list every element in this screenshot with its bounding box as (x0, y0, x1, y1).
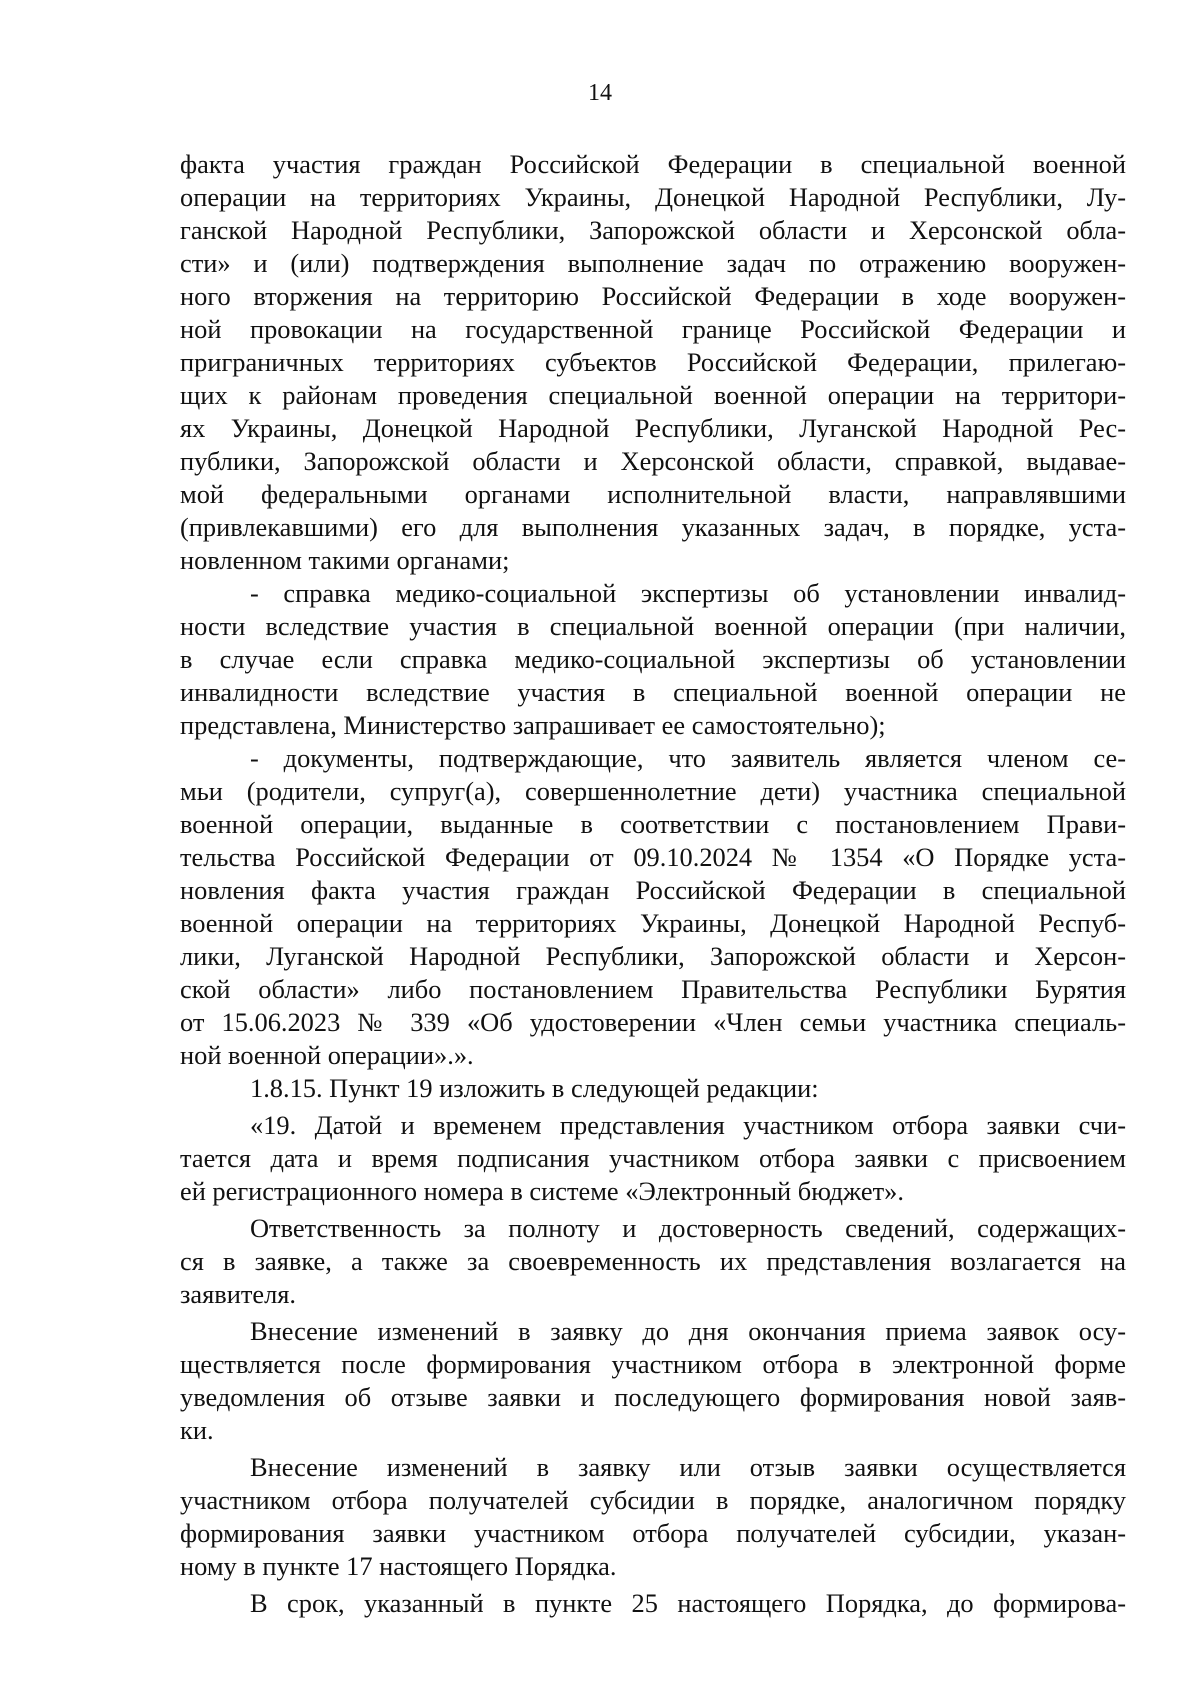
text-line: уведомления об отзыве заявки и последующего формирования новой заяв- (180, 1382, 1126, 1412)
text-line: ской области» либо постановлением Правительства Республики Бурятия (180, 974, 1126, 1004)
text-line: ного вторжения на территорию Российской Федерации в ходе вооружен- (180, 281, 1126, 311)
text-line: ки. (180, 1415, 214, 1445)
text-line: заявителя. (180, 1279, 297, 1309)
text-line: ганской Народной Республики, Запорожской области и Херсонской обла- (180, 215, 1126, 245)
text-line: ществляется после формирования участником отбора в электронной форме (180, 1349, 1126, 1379)
text-line: мой федеральными органами исполнительной власти, направлявшими (180, 479, 1126, 509)
text-line: инвалидности вследствие участия в специальной военной операции не (180, 677, 1126, 707)
text-line: участником отбора получателей субсидии в порядке, аналогичном порядку (180, 1485, 1126, 1515)
page-number: 14 (588, 80, 612, 106)
document-body (180, 148, 1126, 1620)
text-line: ному в пункте 17 настоящего Порядка. (180, 1551, 617, 1581)
text-line: щих к районам проведения специальной военной операции на территори- (180, 380, 1126, 410)
text-line: ся в заявке, а также за своевременность их представления возлагается на (180, 1246, 1126, 1276)
text-line: лики, Луганской Народной Республики, Запорожской области и Херсон- (180, 941, 1126, 971)
text-line: ей регистрационного номера в системе «Электронный бюджет». (180, 1176, 904, 1206)
text-line: сти» и (или) подтверждения выполнение задач по отражению вооружен- (180, 248, 1126, 278)
text-line: Внесение изменений в заявку до дня окончания приема заявок осу- (250, 1316, 1126, 1346)
text-line: 1.8.15. Пункт 19 изложить в следующей редакции: (250, 1073, 819, 1103)
text-line: тельства Российской Федерации от 09.10.2024 № 1354 «О Порядке уста- (180, 842, 1126, 872)
text-line: тается дата и время подписания участником отбора заявки с присвоением (180, 1143, 1126, 1173)
text-line: - документы, подтверждающие, что заявитель является членом се- (250, 743, 1126, 773)
text-line: Внесение изменений в заявку или отзыв заявки осуществляется (250, 1452, 1126, 1482)
text-line: новления факта участия граждан Российской Федерации в специальной (180, 875, 1126, 905)
text-line: в случае если справка медико-социальной экспертизы об установлении (180, 644, 1126, 674)
text-line: Ответственность за полноту и достоверность сведений, содержащих- (250, 1213, 1126, 1243)
text-line: «19. Датой и временем представления участником отбора заявки счи- (250, 1110, 1126, 1140)
text-line: представлена, Министерство запрашивает ее самостоятельно); (180, 710, 886, 740)
text-line: публики, Запорожской области и Херсонской области, справкой, выдавае- (180, 446, 1126, 476)
text-line: от 15.06.2023 № 339 «Об удостоверении «Член семьи участника специаль- (180, 1007, 1126, 1037)
text-line: (привлекавшими) его для выполнения указанных задач, в порядке, уста- (180, 512, 1126, 542)
text-line: ной военной операции».». (180, 1040, 474, 1070)
text-line: новленном такими органами; (180, 545, 510, 575)
text-line: формирования заявки участником отбора получателей субсидии, указан- (180, 1518, 1126, 1548)
text-line: ях Украины, Донецкой Народной Республики, Луганской Народной Рес- (180, 413, 1126, 443)
text-line: операции на территориях Украины, Донецкой Народной Республики, Лу- (180, 182, 1126, 212)
text-line: ности вследствие участия в специальной военной операции (при наличии, (180, 611, 1126, 641)
text-line: военной операции на территориях Украины, Донецкой Народной Респуб- (180, 908, 1126, 938)
text-line: В срок, указанный в пункте 25 настоящего Порядка, до формирова- (250, 1588, 1126, 1618)
text-line: приграничных территориях субъектов Российской Федерации, прилегаю- (180, 347, 1126, 377)
text-line: военной операции, выданные в соответствии с постановлением Прави- (180, 809, 1126, 839)
text-line: факта участия граждан Российской Федерации в специальной военной (180, 149, 1126, 179)
text-line: - справка медико-социальной экспертизы об установлении инвалид- (250, 578, 1126, 608)
text-line: ной провокации на государственной границе Российской Федерации и (180, 314, 1126, 344)
text-line: мьи (родители, супруг(а), совершеннолетние дети) участника специальной (180, 776, 1126, 806)
